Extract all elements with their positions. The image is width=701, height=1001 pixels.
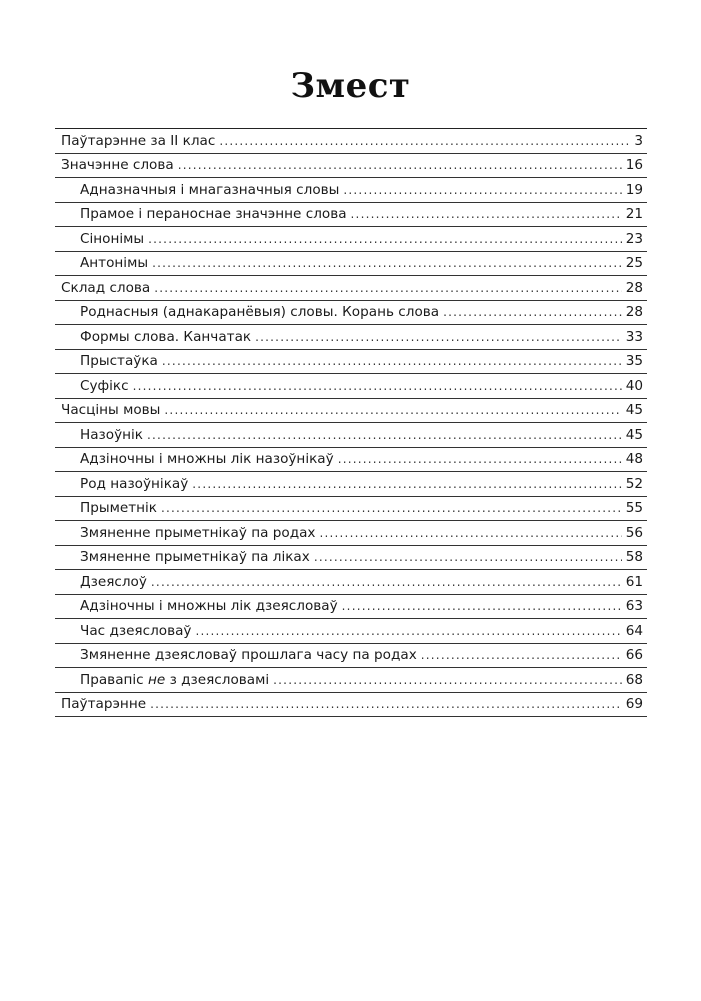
toc-entry-label: Антонімы xyxy=(80,255,149,271)
dot-leader xyxy=(273,672,622,689)
toc-entry-label: Адзіночны і множны лік дзеясловаў xyxy=(80,598,338,614)
dot-leader xyxy=(164,402,621,419)
toc-page-number: 23 xyxy=(625,230,643,247)
dot-leader xyxy=(319,525,621,542)
toc-subentry[interactable] xyxy=(55,374,647,399)
toc-entry-label: Склад слова xyxy=(61,279,151,296)
dot-leader xyxy=(421,647,622,664)
toc-page-number: 48 xyxy=(625,451,643,467)
toc-subentry[interactable] xyxy=(55,619,647,644)
dot-leader xyxy=(343,182,621,199)
toc-subentry[interactable] xyxy=(55,423,647,448)
toc-page-number: 45 xyxy=(625,402,643,418)
italic-word: не xyxy=(147,671,166,688)
toc-entry-label: Прыстаўка xyxy=(80,353,158,369)
toc-page-number: 61 xyxy=(625,573,643,590)
toc-entry-label: Змяненне дзеясловаў прошлага часу па родах xyxy=(80,647,417,663)
toc-entry[interactable] xyxy=(55,276,647,301)
toc-subentry[interactable] xyxy=(55,521,647,546)
toc-entry-label: Дзеяслоў xyxy=(80,573,147,590)
dot-leader xyxy=(314,549,622,566)
toc-entry-label: Прамое і пераноснае значэнне слова xyxy=(80,206,347,222)
dot-leader xyxy=(351,206,622,223)
toc-page-number: 28 xyxy=(625,304,643,320)
toc-subentry[interactable] xyxy=(55,497,647,522)
toc-page-number: 66 xyxy=(625,647,643,663)
toc-page-number: 21 xyxy=(625,206,643,222)
dot-leader xyxy=(162,353,622,370)
toc-entry-label: Часціны мовы xyxy=(61,402,161,418)
toc-entry-label: Змяненне прыметнікаў па родах xyxy=(80,524,316,541)
page-title: Змест xyxy=(290,66,411,106)
toc-entry-label: Род назоўнікаў xyxy=(80,475,189,492)
toc-subentry[interactable] xyxy=(55,595,647,620)
dot-leader xyxy=(338,451,622,468)
dot-leader xyxy=(195,623,621,640)
table-of-contents xyxy=(55,129,647,717)
toc-entry-label: Адзіночны і множны лік назоўнікаў xyxy=(80,451,334,467)
toc-subentry[interactable] xyxy=(55,644,647,669)
toc-entry[interactable] xyxy=(55,399,647,424)
dot-leader xyxy=(154,280,621,297)
toc-entry-label: Значэнне слова xyxy=(61,157,174,173)
toc-page-number: 64 xyxy=(625,622,643,639)
toc-page-number: 55 xyxy=(625,500,643,516)
toc-page-number: 33 xyxy=(625,328,643,345)
dot-leader xyxy=(147,427,622,444)
toc-subentry[interactable] xyxy=(55,227,647,252)
dot-leader xyxy=(151,574,622,591)
toc-page-number: 45 xyxy=(625,426,643,443)
toc-page-number: 40 xyxy=(625,377,643,394)
toc-page-number: 69 xyxy=(625,696,643,712)
toc-entry[interactable] xyxy=(55,154,647,179)
toc-subentry[interactable] xyxy=(55,178,647,203)
toc-entry-label xyxy=(55,672,269,689)
dot-leader xyxy=(443,304,622,321)
toc-entry[interactable] xyxy=(55,129,647,154)
toc-subentry[interactable] xyxy=(55,325,647,350)
toc-entry-label: Змяненне прыметнікаў па ліках xyxy=(80,549,310,565)
dot-leader xyxy=(255,329,622,346)
toc-subentry[interactable] xyxy=(55,668,647,693)
toc-subentry[interactable] xyxy=(55,570,647,595)
toc-subentry[interactable] xyxy=(55,203,647,228)
toc-page-number: 35 xyxy=(625,353,643,369)
toc-subentry[interactable] xyxy=(55,350,647,375)
dot-leader xyxy=(133,378,622,395)
toc-entry-label: Паўтарэнне xyxy=(61,696,147,712)
dot-leader xyxy=(192,476,621,493)
dot-leader xyxy=(152,255,622,272)
dot-leader xyxy=(178,157,622,174)
toc-subentry[interactable] xyxy=(55,546,647,571)
toc-entry-label: Час дзеясловаў xyxy=(80,622,192,639)
dot-leader xyxy=(342,598,622,615)
toc-page-number: 56 xyxy=(625,524,643,541)
toc-subentry[interactable] xyxy=(55,472,647,497)
toc-page-number: 25 xyxy=(625,255,643,271)
toc-entry-label: Паўтарэнне за II клас xyxy=(61,132,216,149)
toc-page-number: 16 xyxy=(625,157,643,173)
toc-subentry[interactable] xyxy=(55,252,647,277)
toc-entry-label: Роднасныя (аднакаранёвыя) словы. Корань слова xyxy=(80,304,440,320)
dot-leader xyxy=(219,133,630,150)
toc-entry-label: Суфікс xyxy=(80,377,129,394)
toc-page-number: 58 xyxy=(625,549,643,565)
toc-page-number: 68 xyxy=(625,671,643,688)
dot-leader xyxy=(148,231,622,248)
toc-page-number: 3 xyxy=(634,132,643,149)
toc-entry-label: Адназначныя і мнагазначныя словы xyxy=(80,181,340,198)
toc-entry-label: Назоўнік xyxy=(80,426,144,443)
toc-page-number: 28 xyxy=(625,279,643,296)
dot-leader xyxy=(150,696,622,713)
toc-entry-label: Сінонімы xyxy=(80,230,145,247)
toc-page-number: 52 xyxy=(625,475,643,492)
dot-leader xyxy=(161,500,622,517)
label-part: з дзеясловамі xyxy=(165,671,270,688)
toc-page-number: 19 xyxy=(625,181,643,198)
toc-entry[interactable] xyxy=(55,693,647,718)
label-part: Правапіс xyxy=(80,671,148,688)
toc-entry-label: Прыметнік xyxy=(80,500,157,516)
toc-subentry[interactable] xyxy=(55,448,647,473)
toc-page-number: 63 xyxy=(625,598,643,614)
toc-entry-label: Формы слова. Канчатак xyxy=(80,328,252,345)
toc-subentry[interactable] xyxy=(55,301,647,326)
